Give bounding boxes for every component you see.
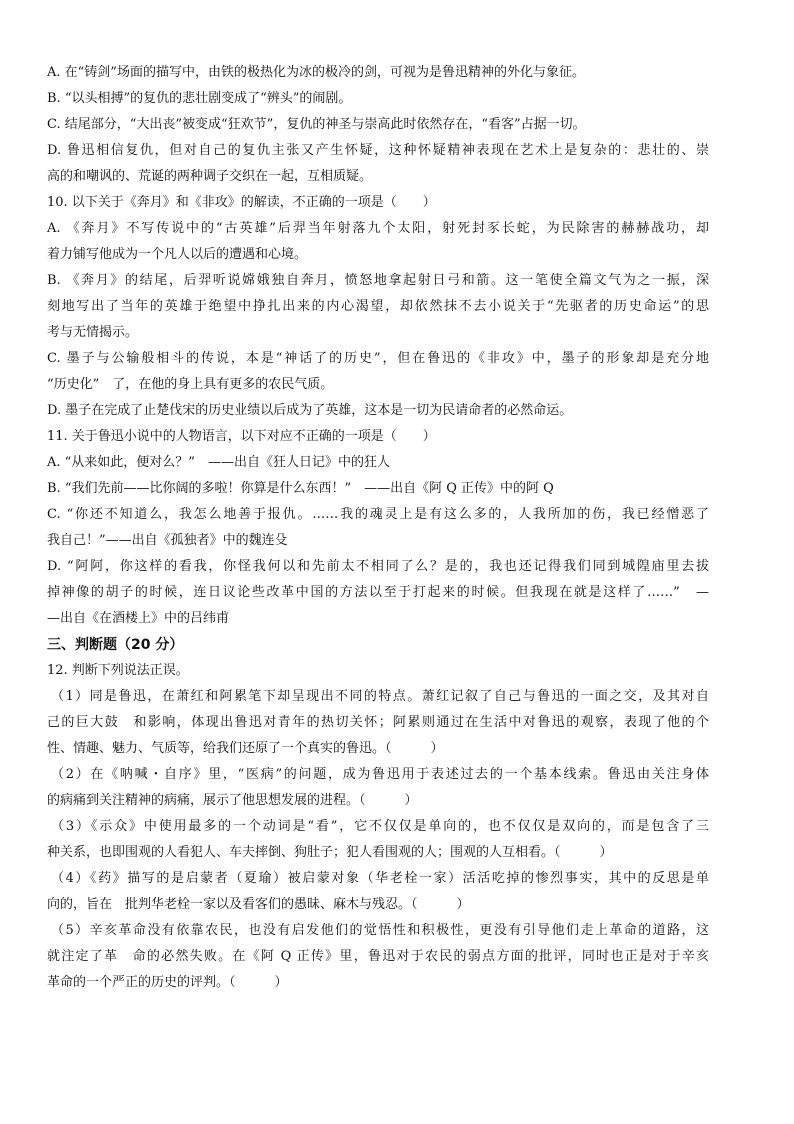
text-line: A. 在“铸剑”场面的描写中，由铁的极热化为冰的极冷的剑，可视为是鲁迅精神的外化与象征。: [47, 65, 585, 80]
text-line: 12. 判断下列说法正误。: [47, 663, 189, 678]
text-line: A. 《奔月》不写传说中的“古英雄”后羿当年射落九个太阳，射死封豕长蛇，为民除害的赫赫战功，却: [47, 221, 709, 236]
text-line: C. 墨子与公输般相斗的传说，本是“神话了的历史”，但在鲁迅的《非攻》中，墨子的形象却是充分地: [47, 351, 709, 366]
text-line: D. “阿阿，你这样的看我，你怪我何以和先前太不相同了么？是的，我也还记得我们同到城隍庙里去拔: [47, 559, 709, 574]
text-line: 革命的一个严正的历史的评判。（ ）: [47, 975, 288, 990]
text-line: 性、情趣、魅力、气质等，给我们还原了一个真实的鲁迅。（ ）: [47, 741, 444, 756]
text-line: A. “从来如此，便对么？” ——出自《狂人日记》中的狂人: [47, 455, 390, 470]
text-line: B. 《奔月》的结尾，后羿听说嫦娥独自奔月，愤怒地拿起射日弓和箭。这一笔使全篇文气为之一振，深: [47, 273, 709, 288]
text-line: B. “以头相搏”的复仇的悲壮剧变成了“辨头”的闹剧。: [47, 91, 352, 106]
text-line: C. “你还不知道么，我怎么地善于报仇。……我的魂灵上是有这么多的，人我所加的伤，我已经憎恶了: [47, 507, 709, 522]
text-line: 高的和嘲讽的、荒诞的两种调子交织在一起，互相质疑。: [47, 169, 373, 184]
text-line: 着力铺写他成为一个凡人以后的遭遇和心境。: [47, 247, 308, 262]
text-line: 种关系，也即围观的人看犯人、车夫摔倒、狗肚子；犯人看围观的人；围观的人互相看。（ ）: [47, 845, 613, 860]
text-line: 考与无情揭示。: [47, 325, 139, 340]
text-line: 10. 以下关于《奔月》和《非攻》的解读，不正确的一项是（ ）: [47, 195, 436, 210]
section-heading: 三、判断题（20 分）: [47, 637, 184, 653]
text-line: B. “我们先前——比你阔的多啦！你算是什么东西！” ——出自《阿 Q 正传》中的阿 Q: [47, 481, 554, 496]
text-line: 刻地写出了当年的英雄于绝望中挣扎出来的内心渴望，却依然抹不去小说关于“先驱者的历史命运”的思: [47, 299, 709, 314]
text-line: 掉神像的胡子的时候，连日议论些改革中国的方法以至于打起来的时候。但我现在就是这样了……” —: [47, 585, 709, 600]
text-line: （1）同是鲁迅，在萧红和阿累笔下却呈现出不同的特点。萧红记叙了自己与鲁迅的一面之交，及其对自: [51, 689, 709, 704]
text-line: 向的，旨在 批判华老栓一家以及看客们的愚昧、麻木与残忍。（ ）: [47, 897, 470, 912]
text-line: （2）在《呐喊・自序》里，“医病”的问题，成为鲁迅用于表述过去的一个基本线索。鲁迅由关注身体: [51, 767, 709, 782]
text-line: 就注定了革 命的必然失败。在《阿 Q 正传》里，鲁迅对于农民的弱点方面的批评，同时也正是对于辛亥: [47, 949, 709, 964]
text-line: （3）《示众》中使用最多的一个动词是“看”，它不仅仅是单向的，也不仅仅是双向的，而是包含了三: [51, 819, 709, 834]
text-line: 的病痛到关注精神的病痛，展示了他思想发展的进程。（ ）: [47, 793, 418, 808]
text-line: “历史化” 了，在他的身上具有更多的农民气质。: [47, 377, 334, 392]
text-line: 我自己！”——出自《孤独者》中的魏连殳: [47, 533, 288, 548]
text-line: D. 墨子在完成了止楚伐宋的历史业绩以后成为了英雄，这本是一切为民请命者的必然命运。: [47, 403, 573, 418]
text-line: —出自《在酒楼上》中的吕纬甫: [47, 611, 230, 626]
text-line: （4）《药》描写的是启蒙者（夏瑜）被启蒙对象（华老栓一家）活活吃掉的惨烈事实，其中的反思是单: [51, 871, 709, 886]
text-line: （5）辛亥革命没有依靠农民，也没有启发他们的觉悟性和积极性，更没有引导他们走上革命的道路，这: [51, 923, 709, 938]
text-line: 11. 关于鲁迅小说中的人物语言，以下对应不正确的一项是（ ）: [47, 429, 436, 444]
document-page: [47, 60, 709, 996]
text-line: C. 结尾部分，“大出丧”被变成“狂欢节”，复仇的神圣与崇高此时依然存在，“看客”占据一切。: [47, 117, 586, 132]
text-line: 己的巨大鼓 和影响，体现出鲁迅对青年的热切关怀；阿累则通过在生活中对鲁迅的观察，表现了他的个: [47, 715, 709, 730]
text-line: D. 鲁迅相信复仇，但对自己的复仇主张又产生怀疑，这种怀疑精神表现在艺术上是复杂的：悲壮的、崇: [47, 143, 709, 158]
